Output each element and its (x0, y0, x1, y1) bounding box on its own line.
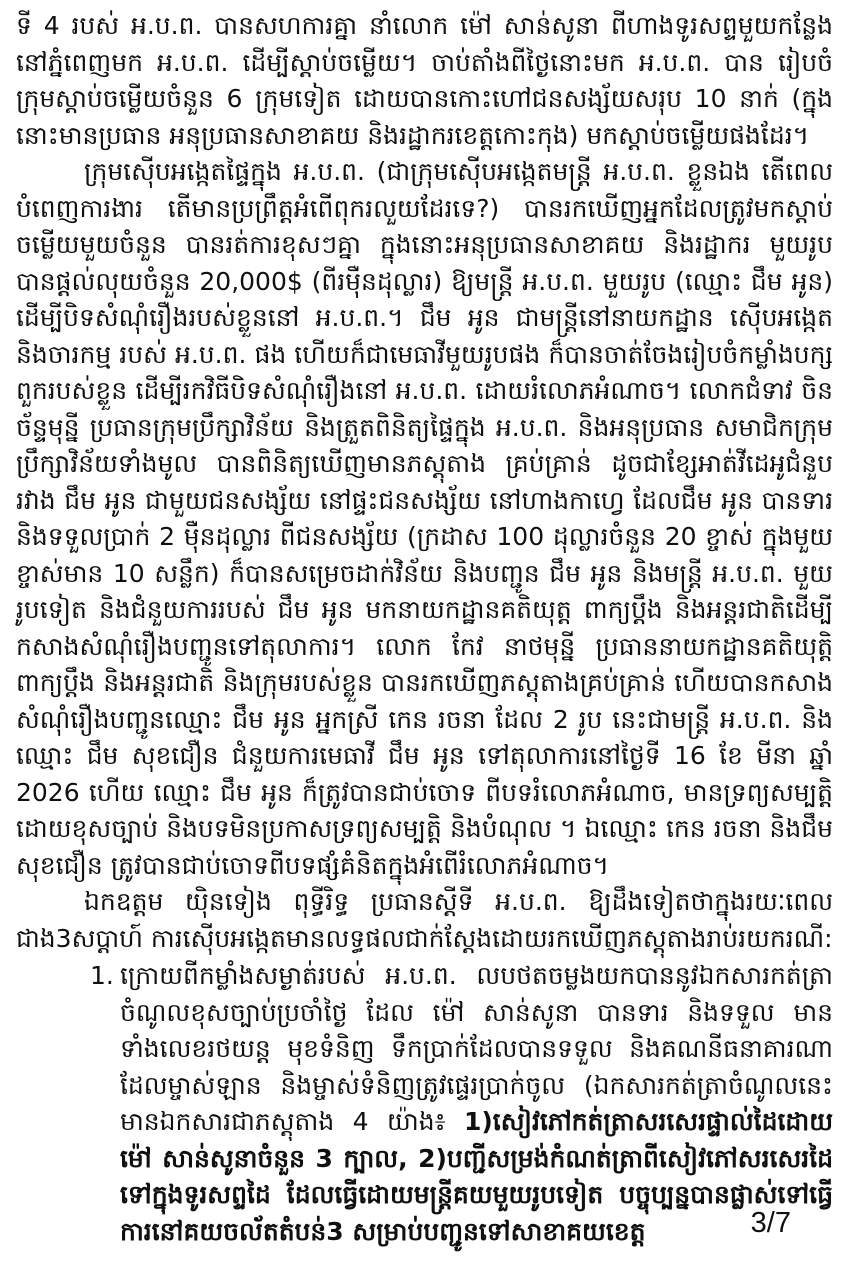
paragraph-internal-investigation: ក្រុមស៊ើបអង្កេតផ្ទៃក្នុង អ.ប.ព. (ជាក្រុមស៊ើបអង្កេតមន្ត្រី អ.ប.ព. ខ្លួនឯង តើពេលបំពេញការងារ តើមានប្រព្រឹត្តអំពើពុករលួយដែរទេ?) បានរកឃើញអ្នកដែលត្រូវមកស្តាប់ចម្លើយមួយចំនួន បានរត់ការខុសៗគ្នា ក្នុងនោះអនុប្រធានសាខាគយ និងរដ្ឋាករ មួយរូប បានផ្តល់លុយចំនួន 20,000$ (ពីរម៉ឺនដុល្លារ) ឱ្យមន្ត្រី អ.ប.ព. មួយរូប (ឈ្មោះ ជឹម អូន) ដើម្បីបិទសំណុំរឿងរបស់ខ្លួននៅ អ.ប.ព.។ ជឹម អូន ជាមន្ត្រីនៅនាយកដ្ឋាន ស៊ើបអង្កេត និងចារកម្ម របស់ អ.ប.ព. ផង ហើយក៏ជាមេធាវីមួយរូបផង ក៏បានចាត់ចែងរៀបចំកម្លាំងបក្សពួករបស់ខ្លួន ដើម្បីរកវិធីបិទសំណុំរឿងនៅ អ.ប.ព. ដោយរំលោភអំណាច។ លោកជំទាវ ចិន ច័ន្ទមុន្នី ប្រធានក្រុមប្រឹក្សាវិន័យ និងត្រួតពិនិត្យផ្ទៃក្នុង អ.ប.ព. និងអនុប្រធាន សមាជិកក្រុមប្រឹក្សាវិន័យទាំងមូល បានពិនិត្យឃើញមានភស្តុតាង គ្រប់គ្រាន់ ដូចជាខ្សែអាត់វីដេអូជំនួបរវាង ជឹម អូន ជាមួយជនសង្ស័យ នៅផ្ទះជនសង្ស័យ នៅហាងកាហ្វេ ដែលជឹម អូន បានទារ និងទទួលប្រាក់ 2 ម៉ឺនដុល្លារ ពីជនសង្ស័យ (ក្រដាស 100 ដុល្លារចំនួន 20 ខ្ចាស់ ក្នុងមួយខ្ចាស់មាន 10 សន្លឹក) ក៏បានសម្រេចដាក់វិន័យ និងបញ្ជូន ជឹម អូន និងមន្ត្រី អ.ប.ព. មួយរូបទៀត និងជំនួយការរបស់ ជឹម អូន មកនាយកដ្ឋានគតិយុត្ត ពាក្យប្ដឹង និងអន្តរជាតិដើម្បីកសាងសំណុំរឿងបញ្ជូនទៅតុលាការ។ លោក កែវ នាថមុន្នី ប្រធាននាយកដ្ឋានគតិយុត្តិ ពាក្យប្ដឹង និងអន្តរជាតិ និងក្រុមរបស់ខ្លួន បានរកឃើញភស្តុតាងគ្រប់គ្រាន់ ហើយបានកសាងសំណុំរឿងបញ្ជូនឈ្មោះ ជឹម អូន អ្នកស្រី កេន រចនា ដែល 2 រូប នេះជាមន្ត្រី អ.ប.ព. និងឈ្មោះ ជឹម សុខជឿន ជំនួយការមេធាវី ជឹម អូន ទៅតុលាការនៅថ្ងៃទី 16 ខែ មីនា ឆ្នាំ 2026 ហើយ ឈ្មោះ ជឹម អូន ក៏ត្រូវបានជាប់ចោទ ពីបទរំលោភអំណាច, មានទ្រព្យសម្បត្តិដោយខុសច្បាប់ និងបទមិនប្រកាសទ្រព្យសម្បត្តិ និងបំណុល ។ ឯឈ្មោះ កេន រចនា និងជឹម សុខជឿន ត្រូវបានជាប់ចោទពីបទផ្សំគំនិតក្នុងអំពើរំលោភអំណាច។ (16, 157, 833, 880)
list-item-bold-text: 1)សៀវភៅកត់ត្រាសរសេរផ្ទាល់ដៃដោយ ម៉ៅ សាន់សូនាចំនួន 3 ក្បាល, 2)បញ្ជីសម្រង់កំណត់ត្រាពីសៀវភៅសរសេរដៃទៅក្នុងទូរសព្ទដៃ ដែលធ្វើដោយមន្ត្រីគយមួយរូបទៀត បច្ចុប្បន្នបានផ្លាស់ទៅធ្វើការនៅគយចល័តតំបន់3 សម្រាប់បញ្ជូនទៅសាខាគយខេត្ត (120, 1107, 833, 1246)
document-page (16, 8, 833, 1250)
list-item-body (120, 958, 833, 1250)
paragraph-continuation: ទី 4 របស់ អ.ប.ព. បានសហការគ្នា នាំលោក ម៉ៅ សាន់សូនា ពីហាងទូរសព្ទមួយកន្លែងនៅភ្នំពេញមក អ.ប.ព. ដើម្បីស្តាប់ចម្លើយ។ ចាប់តាំងពីថ្ងៃនោះមក អ.ប.ព. បាន រៀបចំក្រុមស្តាប់ចម្លើយចំនួន 6 ក្រុមទៀត ដោយបានកោះហៅជនសង្ស័យសរុប 10 នាក់ (ក្នុងនោះមានប្រធាន អនុប្រធានសាខាគយ និងរដ្ឋាករខេត្តកោះកុង) មកស្តាប់ចម្លើយផងដែរ។ (16, 11, 833, 150)
list-item-number: 1. (90, 961, 114, 990)
page-number: 3/7 (750, 1207, 791, 1239)
numbered-list-item (90, 958, 833, 1250)
paragraph-acu-president-statement: ឯកឧត្តម យ៉ិនទៀង ពុទ្ធីរិទ្ធ ប្រធានស្តីទី អ.ប.ព. ឱ្យដឹងទៀតថាក្នុងរយៈពេលជាង3សប្តាហ៍ ការស៊ើបអង្កេតមានលទ្ធផលជាក់ស្តែងដោយរកឃើញភស្តុតាងរាប់រយករណី: (16, 887, 833, 953)
list-item-text: ក្រោយពីកម្លាំងសម្ងាត់របស់ អ.ប.ព. លបថតចម្លងយកបាននូវឯកសារកត់ត្រាចំណូលខុសច្បាប់ប្រចាំថ្ងៃ ដែល ម៉ៅ សាន់សូនា បានទារ និងទទួល មានទាំងលេខរថយន្ត មុខទំនិញ ទឹកប្រាក់ដែលបានទទួល និងគណនីធនាគារណាដែលម្ចាស់ឡាន និងម្ចាស់ទំនិញត្រូវផ្ទេរប្រាក់ចូល (ឯកសារកត់ត្រាចំណូលនេះមានឯកសារជាភស្តុតាង 4 យ៉ាង៖ (120, 961, 833, 1136)
